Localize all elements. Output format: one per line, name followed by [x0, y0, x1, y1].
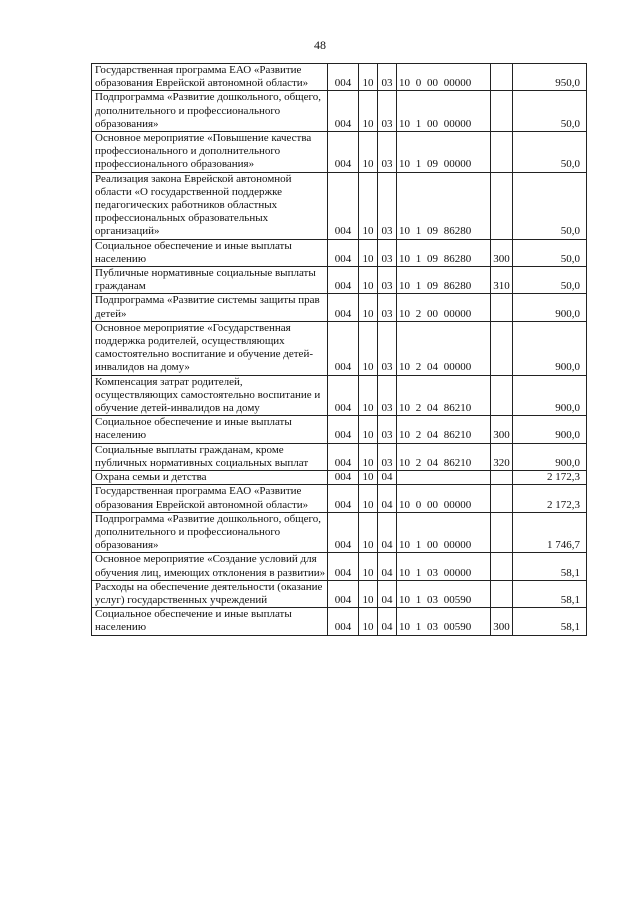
row-vr: [491, 580, 513, 607]
row-pr: 04: [378, 553, 397, 580]
row-name: Социальное обеспечение и иные выплаты населению: [92, 416, 328, 443]
row-rz: 10: [359, 471, 378, 485]
row-pr: 04: [378, 471, 397, 485]
row-name: Социальное обеспечение и иные выплаты населению: [92, 239, 328, 266]
row-name: Основное мероприятие «Государственная поддержка родителей, осуществляющих самостоятельно воспитание и обучение детей-инвалидов на дому»: [92, 321, 328, 375]
table-row: [92, 64, 587, 91]
budget-table: [91, 63, 587, 636]
table-row: [92, 239, 587, 266]
row-rz: 10: [359, 294, 378, 321]
row-name: Социальное обеспечение и иные выплаты населению: [92, 608, 328, 635]
row-vr: [491, 132, 513, 173]
row-sum: 58,1: [513, 580, 587, 607]
row-sum: 50,0: [513, 267, 587, 294]
row-name: Подпрограмма «Развитие системы защиты прав детей»: [92, 294, 328, 321]
row-sum: 50,0: [513, 239, 587, 266]
row-name: Основное мероприятие «Повышение качества профессионального и дополнительного профессионального образования»: [92, 132, 328, 173]
row-pr: 04: [378, 512, 397, 553]
page-number: 48: [314, 38, 326, 52]
row-vr: 300: [491, 239, 513, 266]
row-sum: 58,1: [513, 553, 587, 580]
row-pr: 03: [378, 294, 397, 321]
row-pr: 03: [378, 132, 397, 173]
row-name: Публичные нормативные социальные выплаты гражданам: [92, 267, 328, 294]
row-csr: 10 1 00 00000: [397, 512, 491, 553]
row-name: Реализация закона Еврейской автономной области «О государственной поддержке педагогических работников областных профессиональных образовательных организаций»: [92, 172, 328, 239]
row-csr: 10 2 04 86210: [397, 416, 491, 443]
row-vr: [491, 64, 513, 91]
row-csr: 10 0 00 00000: [397, 64, 491, 91]
row-vr: 320: [491, 443, 513, 470]
row-sum: 900,0: [513, 321, 587, 375]
table-row: [92, 608, 587, 635]
row-ved: 004: [328, 580, 359, 607]
row-pr: 03: [378, 443, 397, 470]
row-vr: [491, 172, 513, 239]
row-csr: 10 1 03 00590: [397, 580, 491, 607]
row-csr: 10 1 00 00000: [397, 91, 491, 132]
table-row: [92, 267, 587, 294]
row-vr: [491, 321, 513, 375]
row-name: Социальные выплаты гражданам, кроме публичных нормативных социальных выплат: [92, 443, 328, 470]
row-sum: 2 172,3: [513, 471, 587, 485]
row-sum: 58,1: [513, 608, 587, 635]
row-ved: 004: [328, 91, 359, 132]
row-ved: 004: [328, 267, 359, 294]
row-ved: 004: [328, 443, 359, 470]
table-row: [92, 512, 587, 553]
row-ved: 004: [328, 375, 359, 416]
row-ved: 004: [328, 416, 359, 443]
row-sum: 900,0: [513, 443, 587, 470]
row-ved: 004: [328, 132, 359, 173]
row-pr: 04: [378, 485, 397, 512]
row-rz: 10: [359, 580, 378, 607]
row-csr: 10 2 04 86210: [397, 443, 491, 470]
row-rz: 10: [359, 608, 378, 635]
row-sum: 50,0: [513, 172, 587, 239]
row-vr: 300: [491, 416, 513, 443]
row-ved: 004: [328, 64, 359, 91]
table-row: [92, 132, 587, 173]
table-row: [92, 375, 587, 416]
row-csr: 10 1 03 00590: [397, 608, 491, 635]
row-vr: [491, 91, 513, 132]
row-pr: 04: [378, 580, 397, 607]
row-sum: 50,0: [513, 132, 587, 173]
table-row: [92, 294, 587, 321]
table-row: [92, 443, 587, 470]
row-pr: 03: [378, 172, 397, 239]
row-csr: 10 1 09 86280: [397, 239, 491, 266]
row-ved: 004: [328, 294, 359, 321]
row-vr: 310: [491, 267, 513, 294]
row-vr: [491, 512, 513, 553]
row-rz: 10: [359, 267, 378, 294]
row-vr: [491, 471, 513, 485]
row-ved: 004: [328, 608, 359, 635]
row-sum: 2 172,3: [513, 485, 587, 512]
row-sum: 900,0: [513, 375, 587, 416]
table-row: [92, 321, 587, 375]
row-sum: 50,0: [513, 91, 587, 132]
row-ved: 004: [328, 471, 359, 485]
row-rz: 10: [359, 485, 378, 512]
row-csr: 10 2 04 00000: [397, 321, 491, 375]
row-pr: 03: [378, 375, 397, 416]
row-name: Расходы на обеспечение деятельности (оказание услуг) государственных учреждений: [92, 580, 328, 607]
row-rz: 10: [359, 132, 378, 173]
row-vr: [491, 375, 513, 416]
row-sum: 900,0: [513, 416, 587, 443]
table-row: [92, 485, 587, 512]
row-ved: 004: [328, 485, 359, 512]
row-pr: 04: [378, 608, 397, 635]
row-rz: 10: [359, 553, 378, 580]
row-name: Охрана семьи и детства: [92, 471, 328, 485]
row-rz: 10: [359, 321, 378, 375]
row-vr: [491, 485, 513, 512]
row-rz: 10: [359, 443, 378, 470]
row-csr: 10 0 00 00000: [397, 485, 491, 512]
row-ved: 004: [328, 321, 359, 375]
row-csr: 10 1 09 86280: [397, 172, 491, 239]
row-csr: 10 1 09 00000: [397, 132, 491, 173]
row-csr: 10 1 03 00000: [397, 553, 491, 580]
row-vr: [491, 553, 513, 580]
row-pr: 03: [378, 267, 397, 294]
row-pr: 03: [378, 91, 397, 132]
row-rz: 10: [359, 91, 378, 132]
row-name: Основное мероприятие «Создание условий для обучения лиц, имеющих отклонения в развитии»: [92, 553, 328, 580]
row-vr: [491, 294, 513, 321]
row-csr: 10 2 04 86210: [397, 375, 491, 416]
row-name: Государственная программа ЕАО «Развитие образования Еврейской автономной области»: [92, 485, 328, 512]
row-name: Подпрограмма «Развитие дошкольного, общего, дополнительного и профессионального образования»: [92, 512, 328, 553]
row-name: Подпрограмма «Развитие дошкольного, общего, дополнительного и профессионального образования»: [92, 91, 328, 132]
table-row: [92, 91, 587, 132]
row-sum: 1 746,7: [513, 512, 587, 553]
table-row: [92, 553, 587, 580]
row-rz: 10: [359, 172, 378, 239]
row-csr: 10 2 00 00000: [397, 294, 491, 321]
row-pr: 03: [378, 239, 397, 266]
row-ved: 004: [328, 172, 359, 239]
row-rz: 10: [359, 512, 378, 553]
row-rz: 10: [359, 239, 378, 266]
row-ved: 004: [328, 512, 359, 553]
row-pr: 03: [378, 321, 397, 375]
row-rz: 10: [359, 416, 378, 443]
row-csr: [397, 471, 491, 485]
table-row: [92, 471, 587, 485]
row-sum: 900,0: [513, 294, 587, 321]
row-pr: 03: [378, 64, 397, 91]
table-row: [92, 580, 587, 607]
row-name: Компенсация затрат родителей, осуществляющих самостоятельно воспитание и обучение детей-инвалидов на дому: [92, 375, 328, 416]
row-rz: 10: [359, 64, 378, 91]
row-pr: 03: [378, 416, 397, 443]
row-name: Государственная программа ЕАО «Развитие образования Еврейской автономной области»: [92, 64, 328, 91]
row-ved: 004: [328, 239, 359, 266]
row-ved: 004: [328, 553, 359, 580]
row-sum: 950,0: [513, 64, 587, 91]
row-rz: 10: [359, 375, 378, 416]
row-csr: 10 1 09 86280: [397, 267, 491, 294]
table-row: [92, 172, 587, 239]
table-row: [92, 416, 587, 443]
row-vr: 300: [491, 608, 513, 635]
